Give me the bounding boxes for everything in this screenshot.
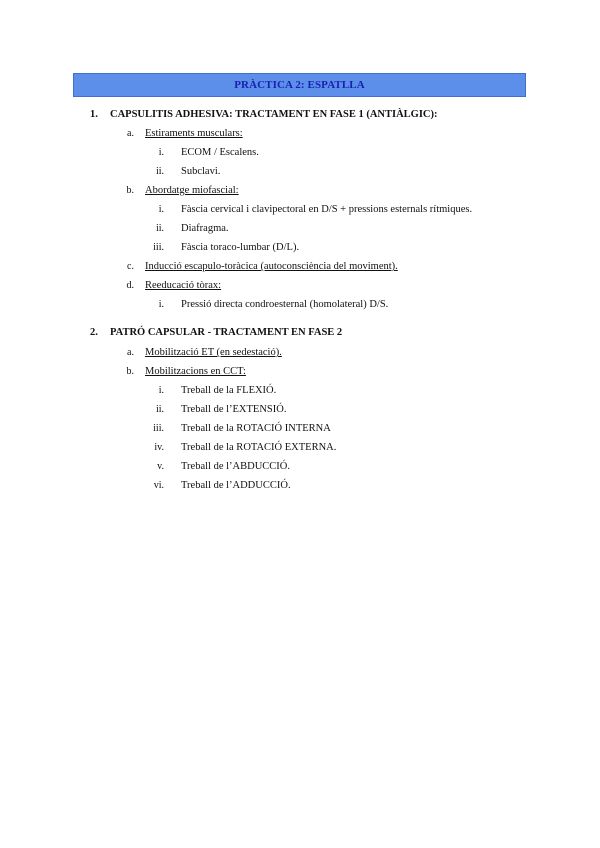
item-marker: b. bbox=[126, 185, 134, 196]
item-marker: a. bbox=[127, 128, 134, 139]
subitem-marker: ii. bbox=[155, 166, 164, 177]
subitem-marker: i. bbox=[158, 147, 164, 158]
subitem-marker: vi. bbox=[153, 480, 164, 491]
item-label: Mobilització ET (en sedestació). bbox=[145, 347, 282, 358]
item-label: Abordatge miofascial: bbox=[145, 185, 239, 196]
section-number: 2. bbox=[90, 327, 98, 338]
item-label: Mobilitzacions en CCT: bbox=[145, 366, 246, 377]
section-number: 1. bbox=[90, 109, 98, 120]
subitem-text: ECOM / Escalens. bbox=[181, 147, 259, 158]
subitem-text: Treball de la ROTACIÓ EXTERNA. bbox=[181, 442, 337, 453]
subitem-text: Treball de l’EXTENSIÓ. bbox=[181, 404, 287, 415]
title-banner bbox=[73, 73, 526, 97]
subitem-marker: iv. bbox=[154, 442, 164, 453]
item-label: Inducció escapulo-toràcica (autoconsciència del moviment). bbox=[145, 261, 398, 272]
subitem-marker: ii. bbox=[155, 404, 164, 415]
item-marker: d. bbox=[126, 280, 134, 291]
subitem-marker: i. bbox=[158, 299, 164, 310]
subitem-marker: iii. bbox=[153, 242, 164, 253]
item-marker: b. bbox=[126, 366, 134, 377]
subitem-marker: iii. bbox=[153, 423, 164, 434]
subitem-text: Fàscia cervical i clavipectoral en D/S + pressions esternals rítmiques. bbox=[181, 204, 473, 215]
item-marker: a. bbox=[127, 347, 134, 358]
item-label: Estiraments musculars: bbox=[145, 128, 243, 139]
page-title: PRÀCTICA 2: ESPATLLA bbox=[234, 79, 365, 91]
subitem-text: Treball de l’ABDUCCIÓ. bbox=[181, 461, 290, 472]
item-marker: c. bbox=[127, 261, 134, 272]
subitem-text: Subclavi. bbox=[181, 166, 221, 177]
subitem-text: Fàscia toraco-lumbar (D/L). bbox=[181, 242, 300, 253]
subitem-marker: i. bbox=[158, 204, 164, 215]
subitem-marker: i. bbox=[158, 385, 164, 396]
section-title: PATRÓ CAPSULAR - TRACTAMENT EN FASE 2 bbox=[110, 327, 343, 338]
subitem-marker: v. bbox=[157, 461, 164, 472]
subitem-text: Treball de l’ADDUCCIÓ. bbox=[181, 480, 291, 491]
subitem-text: Diafragma. bbox=[181, 223, 229, 234]
item-label: Reeducació tòrax: bbox=[145, 280, 222, 291]
subitem-text: Treball de la ROTACIÓ INTERNA bbox=[181, 423, 331, 434]
subitem-text: Pressió directa condroesternal (homolateral) D/S. bbox=[181, 299, 389, 310]
subitem-marker: ii. bbox=[155, 223, 164, 234]
subitem-text: Treball de la FLEXIÓ. bbox=[181, 385, 277, 396]
section-title: CAPSULITIS ADHESIVA: TRACTAMENT EN FASE 1 (ANTIÀLGIC): bbox=[110, 109, 438, 120]
